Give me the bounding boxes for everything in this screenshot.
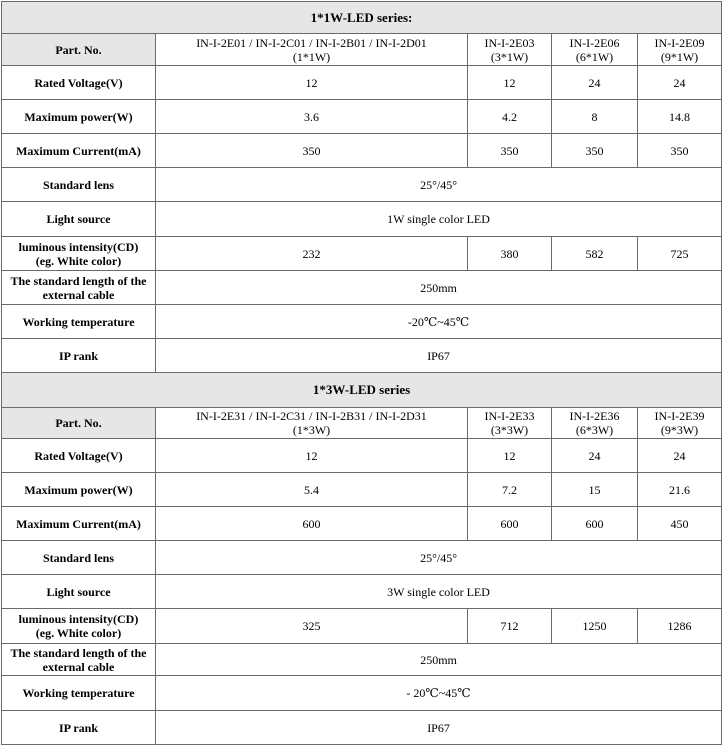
value-cell: 5.4 xyxy=(156,473,468,507)
series1-luminous-row xyxy=(2,237,722,271)
standard-lens-label: Standard lens xyxy=(2,541,156,575)
series2-cable-row xyxy=(2,644,722,676)
value-cell: 24 xyxy=(638,439,722,473)
series1-rated-voltage-row xyxy=(2,66,722,100)
series2-part-row xyxy=(2,408,722,439)
value-cell: 450 xyxy=(638,507,722,541)
value-cell: 7.2 xyxy=(468,473,552,507)
max-power-label: Maximum power(W) xyxy=(2,100,156,134)
value-cell: 250mm xyxy=(156,271,722,305)
part-no-cell: IN-I-2E09 (9*1W) xyxy=(638,34,722,66)
value-cell: 600 xyxy=(552,507,638,541)
value-cell: 712 xyxy=(468,609,552,644)
part-no-cell: IN-I-2E06 (6*1W) xyxy=(552,34,638,66)
part-no-cell: IN-I-2E31 / IN-I-2C31 / IN-I-2B31 / IN-I-2D31 (1*3W) xyxy=(156,408,468,439)
standard-lens-label: Standard lens xyxy=(2,168,156,202)
ip-rank-label: IP rank xyxy=(2,339,156,373)
series2-light-source-row xyxy=(2,575,722,609)
value-cell: 350 xyxy=(468,134,552,168)
value-cell: 3W single color LED xyxy=(156,575,722,609)
value-cell: 350 xyxy=(156,134,468,168)
value-cell: 232 xyxy=(156,237,468,271)
luminous-label: luminous intensity(CD) (eg. White color) xyxy=(2,237,156,271)
value-cell: 325 xyxy=(156,609,468,644)
value-cell: 250mm xyxy=(156,644,722,676)
series2-title: 1*3W-LED series xyxy=(2,373,722,408)
series2-max-power-row xyxy=(2,473,722,507)
value-cell: 12 xyxy=(156,439,468,473)
ip-rank-label: IP rank xyxy=(2,711,156,745)
spec-table xyxy=(1,1,722,745)
cable-label: The standard length of the external cable xyxy=(2,644,156,676)
series2-luminous-row xyxy=(2,609,722,644)
value-cell: IP67 xyxy=(156,711,722,745)
series2-max-current-row xyxy=(2,507,722,541)
series2-working-temp-row xyxy=(2,676,722,711)
series2-ip-rank-row xyxy=(2,711,722,745)
value-cell: 12 xyxy=(468,66,552,100)
value-cell: 600 xyxy=(468,507,552,541)
series1-cable-row xyxy=(2,271,722,305)
series2-title-row xyxy=(2,373,722,408)
part-no-cell: IN-I-2E01 / IN-I-2C01 / IN-I-2B01 / IN-I-2D01 (1*1W) xyxy=(156,34,468,66)
series1-part-row xyxy=(2,34,722,66)
luminous-label: luminous intensity(CD) (eg. White color) xyxy=(2,609,156,644)
value-cell: 725 xyxy=(638,237,722,271)
value-cell: 24 xyxy=(552,66,638,100)
max-current-label: Maximum Current(mA) xyxy=(2,507,156,541)
part-no-cell: IN-I-2E33 (3*3W) xyxy=(468,408,552,439)
value-cell: 1W single color LED xyxy=(156,202,722,237)
value-cell: 25°/45° xyxy=(156,168,722,202)
max-current-label: Maximum Current(mA) xyxy=(2,134,156,168)
value-cell: 582 xyxy=(552,237,638,271)
cable-label: The standard length of the external cable xyxy=(2,271,156,305)
value-cell: 8 xyxy=(552,100,638,134)
rated-voltage-label: Rated Voltage(V) xyxy=(2,66,156,100)
series1-title-row xyxy=(2,2,722,34)
part-no-label: Part. No. xyxy=(2,408,156,439)
series2-rated-voltage-row xyxy=(2,439,722,473)
value-cell: 24 xyxy=(552,439,638,473)
value-cell: 12 xyxy=(156,66,468,100)
series1-max-power-row xyxy=(2,100,722,134)
value-cell: - 20℃~45℃ xyxy=(156,676,722,711)
series1-ip-rank-row xyxy=(2,339,722,373)
max-power-label: Maximum power(W) xyxy=(2,473,156,507)
value-cell: 380 xyxy=(468,237,552,271)
value-cell: IP67 xyxy=(156,339,722,373)
series1-title: 1*1W-LED series: xyxy=(2,2,722,34)
light-source-label: Light source xyxy=(2,575,156,609)
value-cell: 21.6 xyxy=(638,473,722,507)
series1-working-temp-row xyxy=(2,305,722,339)
part-no-cell: IN-I-2E36 (6*3W) xyxy=(552,408,638,439)
part-no-label: Part. No. xyxy=(2,34,156,66)
value-cell: 12 xyxy=(468,439,552,473)
series1-max-current-row xyxy=(2,134,722,168)
part-no-cell: IN-I-2E03 (3*1W) xyxy=(468,34,552,66)
value-cell: 24 xyxy=(638,66,722,100)
value-cell: 600 xyxy=(156,507,468,541)
value-cell: 1286 xyxy=(638,609,722,644)
value-cell: 3.6 xyxy=(156,100,468,134)
working-temp-label: Working temperature xyxy=(2,305,156,339)
value-cell: 350 xyxy=(638,134,722,168)
value-cell: 14.8 xyxy=(638,100,722,134)
part-no-cell: IN-I-2E39 (9*3W) xyxy=(638,408,722,439)
light-source-label: Light source xyxy=(2,202,156,237)
value-cell: 1250 xyxy=(552,609,638,644)
series2-standard-lens-row xyxy=(2,541,722,575)
series1-light-source-row xyxy=(2,202,722,237)
series1-standard-lens-row xyxy=(2,168,722,202)
working-temp-label: Working temperature xyxy=(2,676,156,711)
value-cell: -20℃~45℃ xyxy=(156,305,722,339)
rated-voltage-label: Rated Voltage(V) xyxy=(2,439,156,473)
value-cell: 25°/45° xyxy=(156,541,722,575)
value-cell: 4.2 xyxy=(468,100,552,134)
value-cell: 15 xyxy=(552,473,638,507)
value-cell: 350 xyxy=(552,134,638,168)
